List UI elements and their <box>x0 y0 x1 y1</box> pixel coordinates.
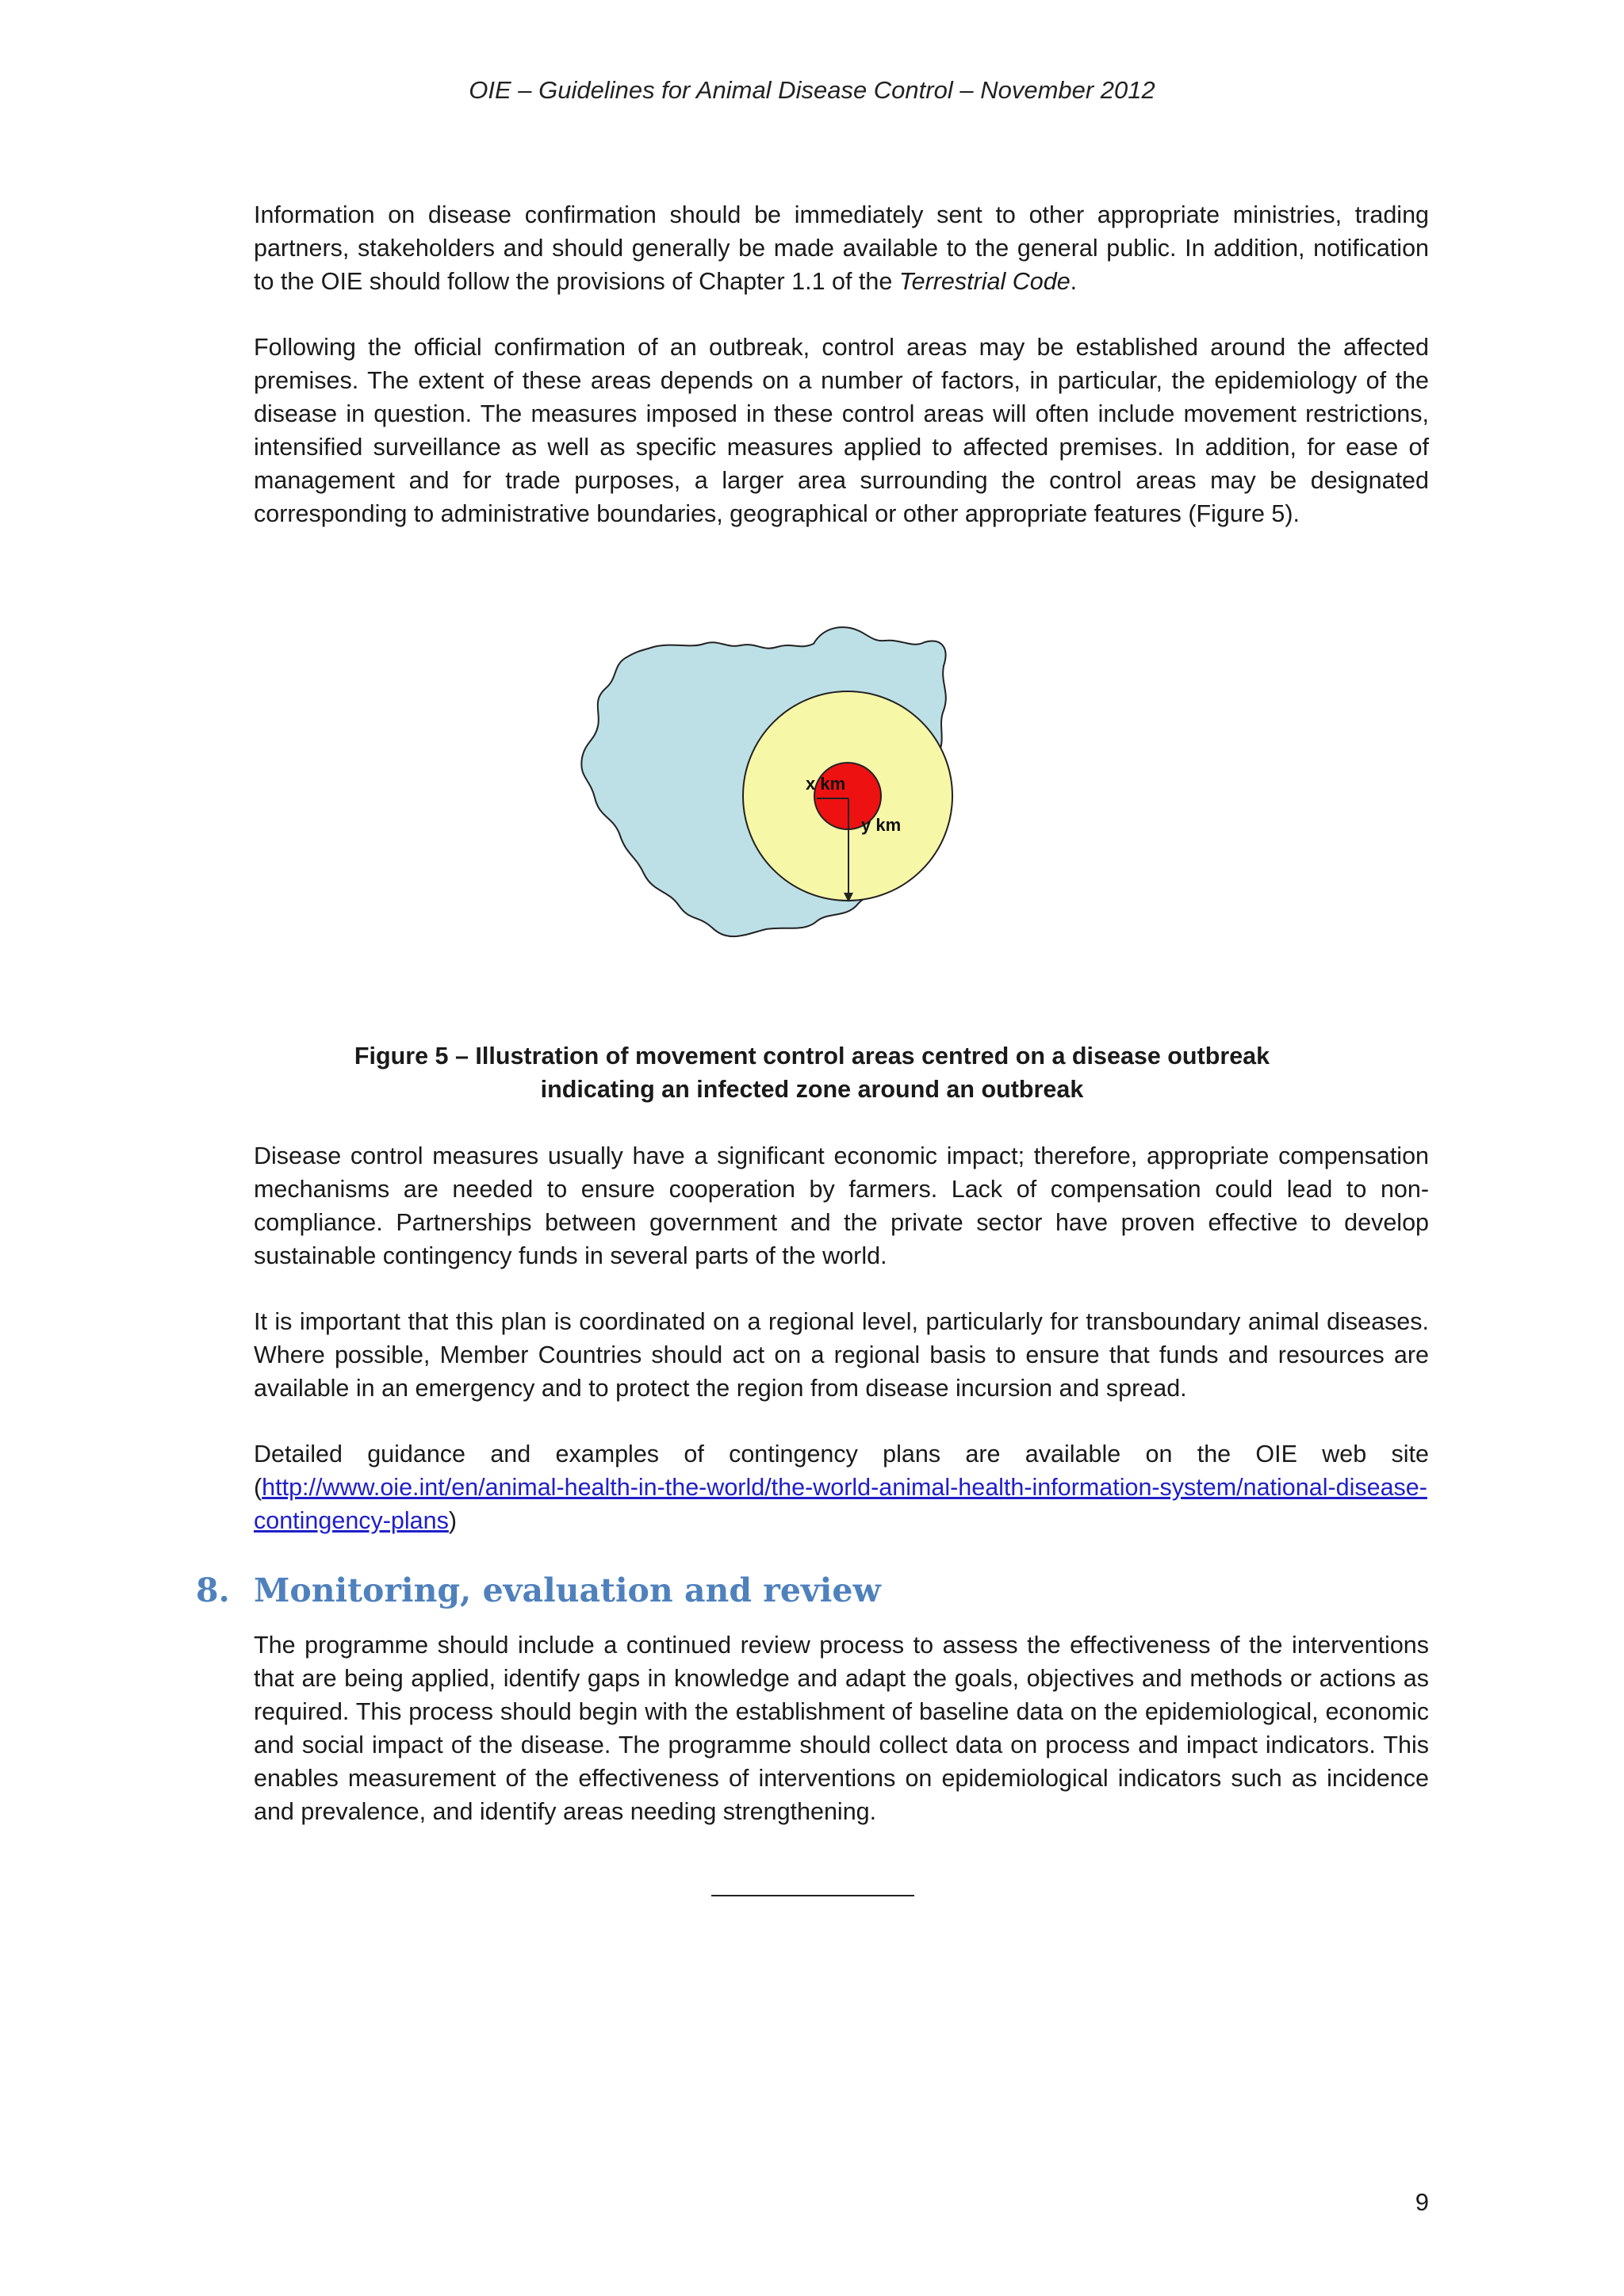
section-heading <box>196 1571 881 1609</box>
paragraph-monitoring: The programme should include a continued review process to assess the effectiveness of the interventions that are being applied, identify gaps in knowledge and adapt the goals, objectives and methods or actions as required. This process should begin with the establishment of baseline data on the epidemiological, economic and social impact of the disease. The programme should collect data on process and impact indicators. This enables measurement of the effectiveness of interventions on epidemiological indicators such as incidence and prevalence, and identify areas needing strengthening. <box>254 1632 1429 1825</box>
figure-caption <box>0 1039 1624 1106</box>
y-km-label: y km <box>861 815 902 835</box>
paragraph-compensation: Disease control measures usually have a significant economic impact; therefore, appropriate compensation mechanisms are needed to ensure cooperation by farmers. Lack of compensation could lead to non-compliance. Partnerships between government and the private sector have proven effective to develop sustainable contingency funds in several parts of the world. <box>254 1142 1429 1269</box>
paragraph-disease-confirmation <box>254 198 1429 298</box>
caption-line-1: Figure 5 – Illustration of movement control areas centred on a disease outbreak <box>354 1043 1270 1070</box>
terrestrial-code-reference: Terrestrial Code <box>898 268 1071 295</box>
paragraph-regional-coordination: It is important that this plan is coordinated on a regional level, particularly for transboundary animal diseases. Where possible, Member Countries should act on a regional basis to ensure that funds and resources are available in an emergency and to protect the region from disease incursion and spread. <box>254 1308 1429 1402</box>
page-number: 9 <box>1415 2188 1429 2216</box>
end-rule-divider <box>711 1895 914 1896</box>
paragraph-text: Information on disease confirmation should be immediately sent to other appropriate ministries, trading partners, stakeholders and should generally be made available to the general public. In addition, notification to the OIE should follow the provisions of Chapter 1.1 of the <box>254 201 1429 295</box>
paragraph-text-end: ) <box>448 1507 458 1534</box>
section-title: Monitoring, evaluation and review <box>254 1571 881 1609</box>
section-number: 8. <box>196 1571 230 1609</box>
figure-5-illustration <box>571 610 1110 991</box>
paragraph-control-areas: Following the official confirmation of an outbreak, control areas may be established around the affected premises. The extent of these areas depends on a number of factors, in particular, the epidemiology of the disease in question. The measures imposed in these control areas will often include movement restrictions, intensified surveillance as well as specific measures applied to affected premises. In addition, for ease of management and for trade purposes, a larger area surrounding the control areas may be designated corresponding to administrative boundaries, geographical or other appropriate features (Figure 5). <box>254 334 1429 527</box>
paragraph-contingency-plans <box>254 1437 1429 1537</box>
paragraph-text-end: . <box>1070 268 1078 295</box>
running-header: OIE – Guidelines for Animal Disease Control – November 2012 <box>469 76 1155 104</box>
x-km-label: x km <box>806 774 846 794</box>
paragraph-text: Detailed guidance and examples of contingency plans are available on the OIE web site ( <box>254 1441 1429 1501</box>
caption-line-2: indicating an infected zone around an outbreak <box>540 1076 1084 1103</box>
contingency-plans-link[interactable]: http://www.oie.int/en/animal-health-in-the-world/the-world-animal-health-information-system/national-disease-contingency-plans <box>254 1474 1427 1534</box>
